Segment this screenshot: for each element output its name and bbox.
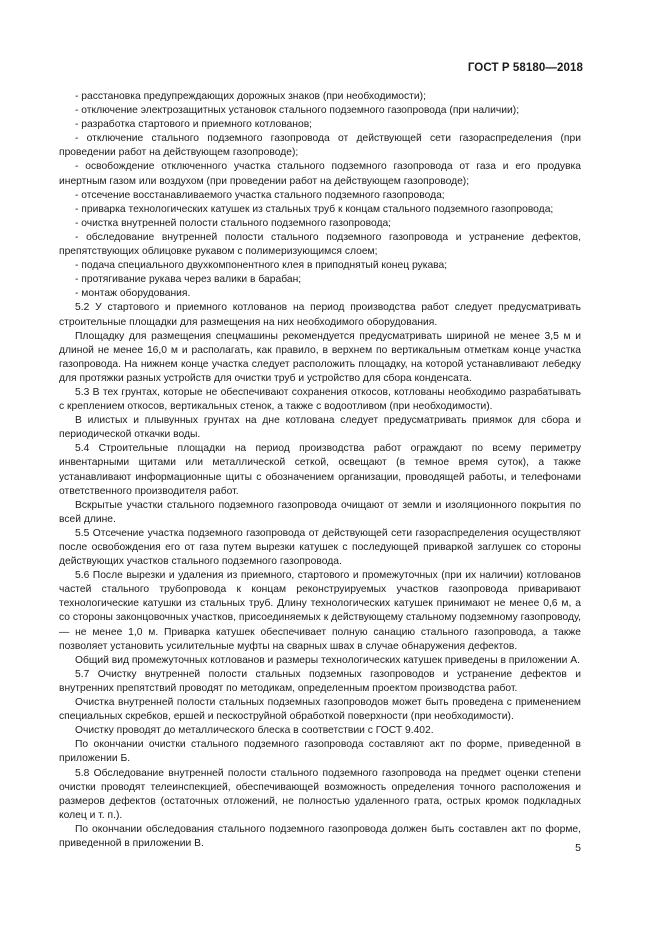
clause-5-5: 5.5 Отсечение участка подземного газопровода от действующей сети газораспределения осуществляют после освобождения его от газа путем вырезки катушек с последующей приваркой заглушек со стороны действующих участков стального подземного газопровода.	[59, 527, 581, 568]
list-item: - отключение стального подземного газопровода от действующей сети газораспределения (при проведении работ на действующем газопроводе);	[59, 133, 581, 159]
paragraph: По окончании обследования стального подземного газопровода должен быть составлен акт по форме, приведенной в приложении В.	[59, 823, 581, 849]
list-item: - освобождение отключенного участка стального подземного газопровода от газа и его продувка инертным газом или воздухом (при проведении работ на действующем газопроводе);	[59, 161, 581, 187]
list-item: - отключение электрозащитных установок стального подземного газопровода (при наличии);	[75, 105, 520, 117]
page-number: 5	[575, 842, 581, 854]
clause-5-6: 5.6 После вырезки и удаления из приемного, стартового и промежуточных (при их наличии) котлованов частей стального трубопровода к концам реконструируемых участков газопровода приваривают технологические катушки из стальных труб. Длину технологических катушек принимают не менее 0,6 м, а со стороны законцовочных участков, присоединяемых к действующему стальному подземному газопроводу, — не менее 1,0 м. Приварка катушек обеспечивает полную санацию стального газопровода, а также позволяет установить усилительные муфты на сварных швах в случае обнаружения дефектов.	[59, 570, 581, 652]
body-text	[59, 90, 581, 851]
clause-5-4: 5.4 Строительные площадки на период производства работ ограждают по всему периметру инвентарными щитами или металлической сеткой, освещают (в темное время суток), а также устанавливают информационные щиты с обозначением организации, проводящей работы, и телефонами ответственного производителя работ.	[59, 443, 581, 497]
paragraph: В илистых и плывунных грунтах на дне котлована следует предусматривать приямок для сбора и периодической откачки воды.	[59, 415, 581, 441]
list-item: - монтаж оборудования.	[75, 288, 191, 300]
paragraph: Очистка внутренней полости стальных подземных газопроводов может быть проведена с применением специальных скребков, ершей и пескоструйной обработкой поверхности (при необходимости).	[59, 697, 581, 723]
list-item: - обследование внутренней полости стального подземного газопровода и устранение дефектов, препятствующих облицовке рукавом с полимеризующимся слоем;	[59, 231, 581, 258]
paragraph: Очистку проводят до металлического блеска в соответствии с ГОСТ 9.402.	[75, 725, 434, 737]
paragraph: Общий вид промежуточных котлованов и размеры технологических катушек приведены в приложении А.	[75, 654, 580, 666]
paragraph: Площадку для размещения спецмашины рекомендуется предусматривать шириной не менее 3,5 м и длиной не менее 16,0 м и располагать, как правило, в верхнем по вертикальным отметкам конце участка газопровода. На нижнем конце участка следует расположить площадку, на которой устанавливают лебедку для протяжки разных устройств для очистки труб и устройство для сбора конденсата.	[59, 330, 581, 384]
clause-5-2: 5.2 У стартового и приемного котлованов на период производства работ следует предусматривать строительные площадки для размещения на них необходимого оборудования.	[59, 302, 581, 328]
clause-5-3: 5.3 В тех грунтах, которые не обеспечивают сохранения откосов, котлованы необходимо разрабатывать с креплением откосов, вертикальных стенок, а также с водоотливом (при необходимости).	[59, 386, 581, 413]
list-item: - очистка внутренней полости стального подземного газопровода;	[75, 217, 392, 229]
list-item: - подача специального двухкомпонентного клея в приподнятый конец рукава;	[75, 260, 448, 272]
clause-5-7: 5.7 Очистку внутренней полости стальных подземных газопроводов и устранение дефектов и внутренних препятствий проводят по методикам, определенным проектом производства работ.	[59, 668, 581, 694]
list-item: - расстановка предупреждающих дорожных знаков (при необходимости);	[75, 91, 426, 102]
list-item: - протягивание рукава через валики в барабан;	[75, 274, 302, 286]
paragraph: Вскрытые участки стального подземного газопровода очищают от земли и изоляционного покрытия по всей длине.	[59, 499, 581, 525]
list-item: - приварка технологических катушек из стальных труб к концам стального подземного газопровода;	[75, 203, 554, 215]
paragraph: По окончании очистки стального подземного газопровода составляют акт по форме, приведенной в приложении Б.	[59, 739, 581, 765]
list-item: - отсечение восстанавливаемого участка стального подземного газопровода;	[75, 189, 445, 201]
document-code-header: ГОСТ Р 58180—2018	[467, 62, 583, 74]
list-item: - разработка стартового и приемного котлованов;	[75, 119, 313, 131]
clause-5-8: 5.8 Обследование внутренней полости стального подземного газопровода на предмет оценки степени очистки проводят телеинспекцией, обеспечивающей возможность определения точного расположения и размеров дефектов (остаточных отложений, не полностью удаленного грата, острых кромок подкладных колец и т. п.).	[59, 767, 581, 821]
